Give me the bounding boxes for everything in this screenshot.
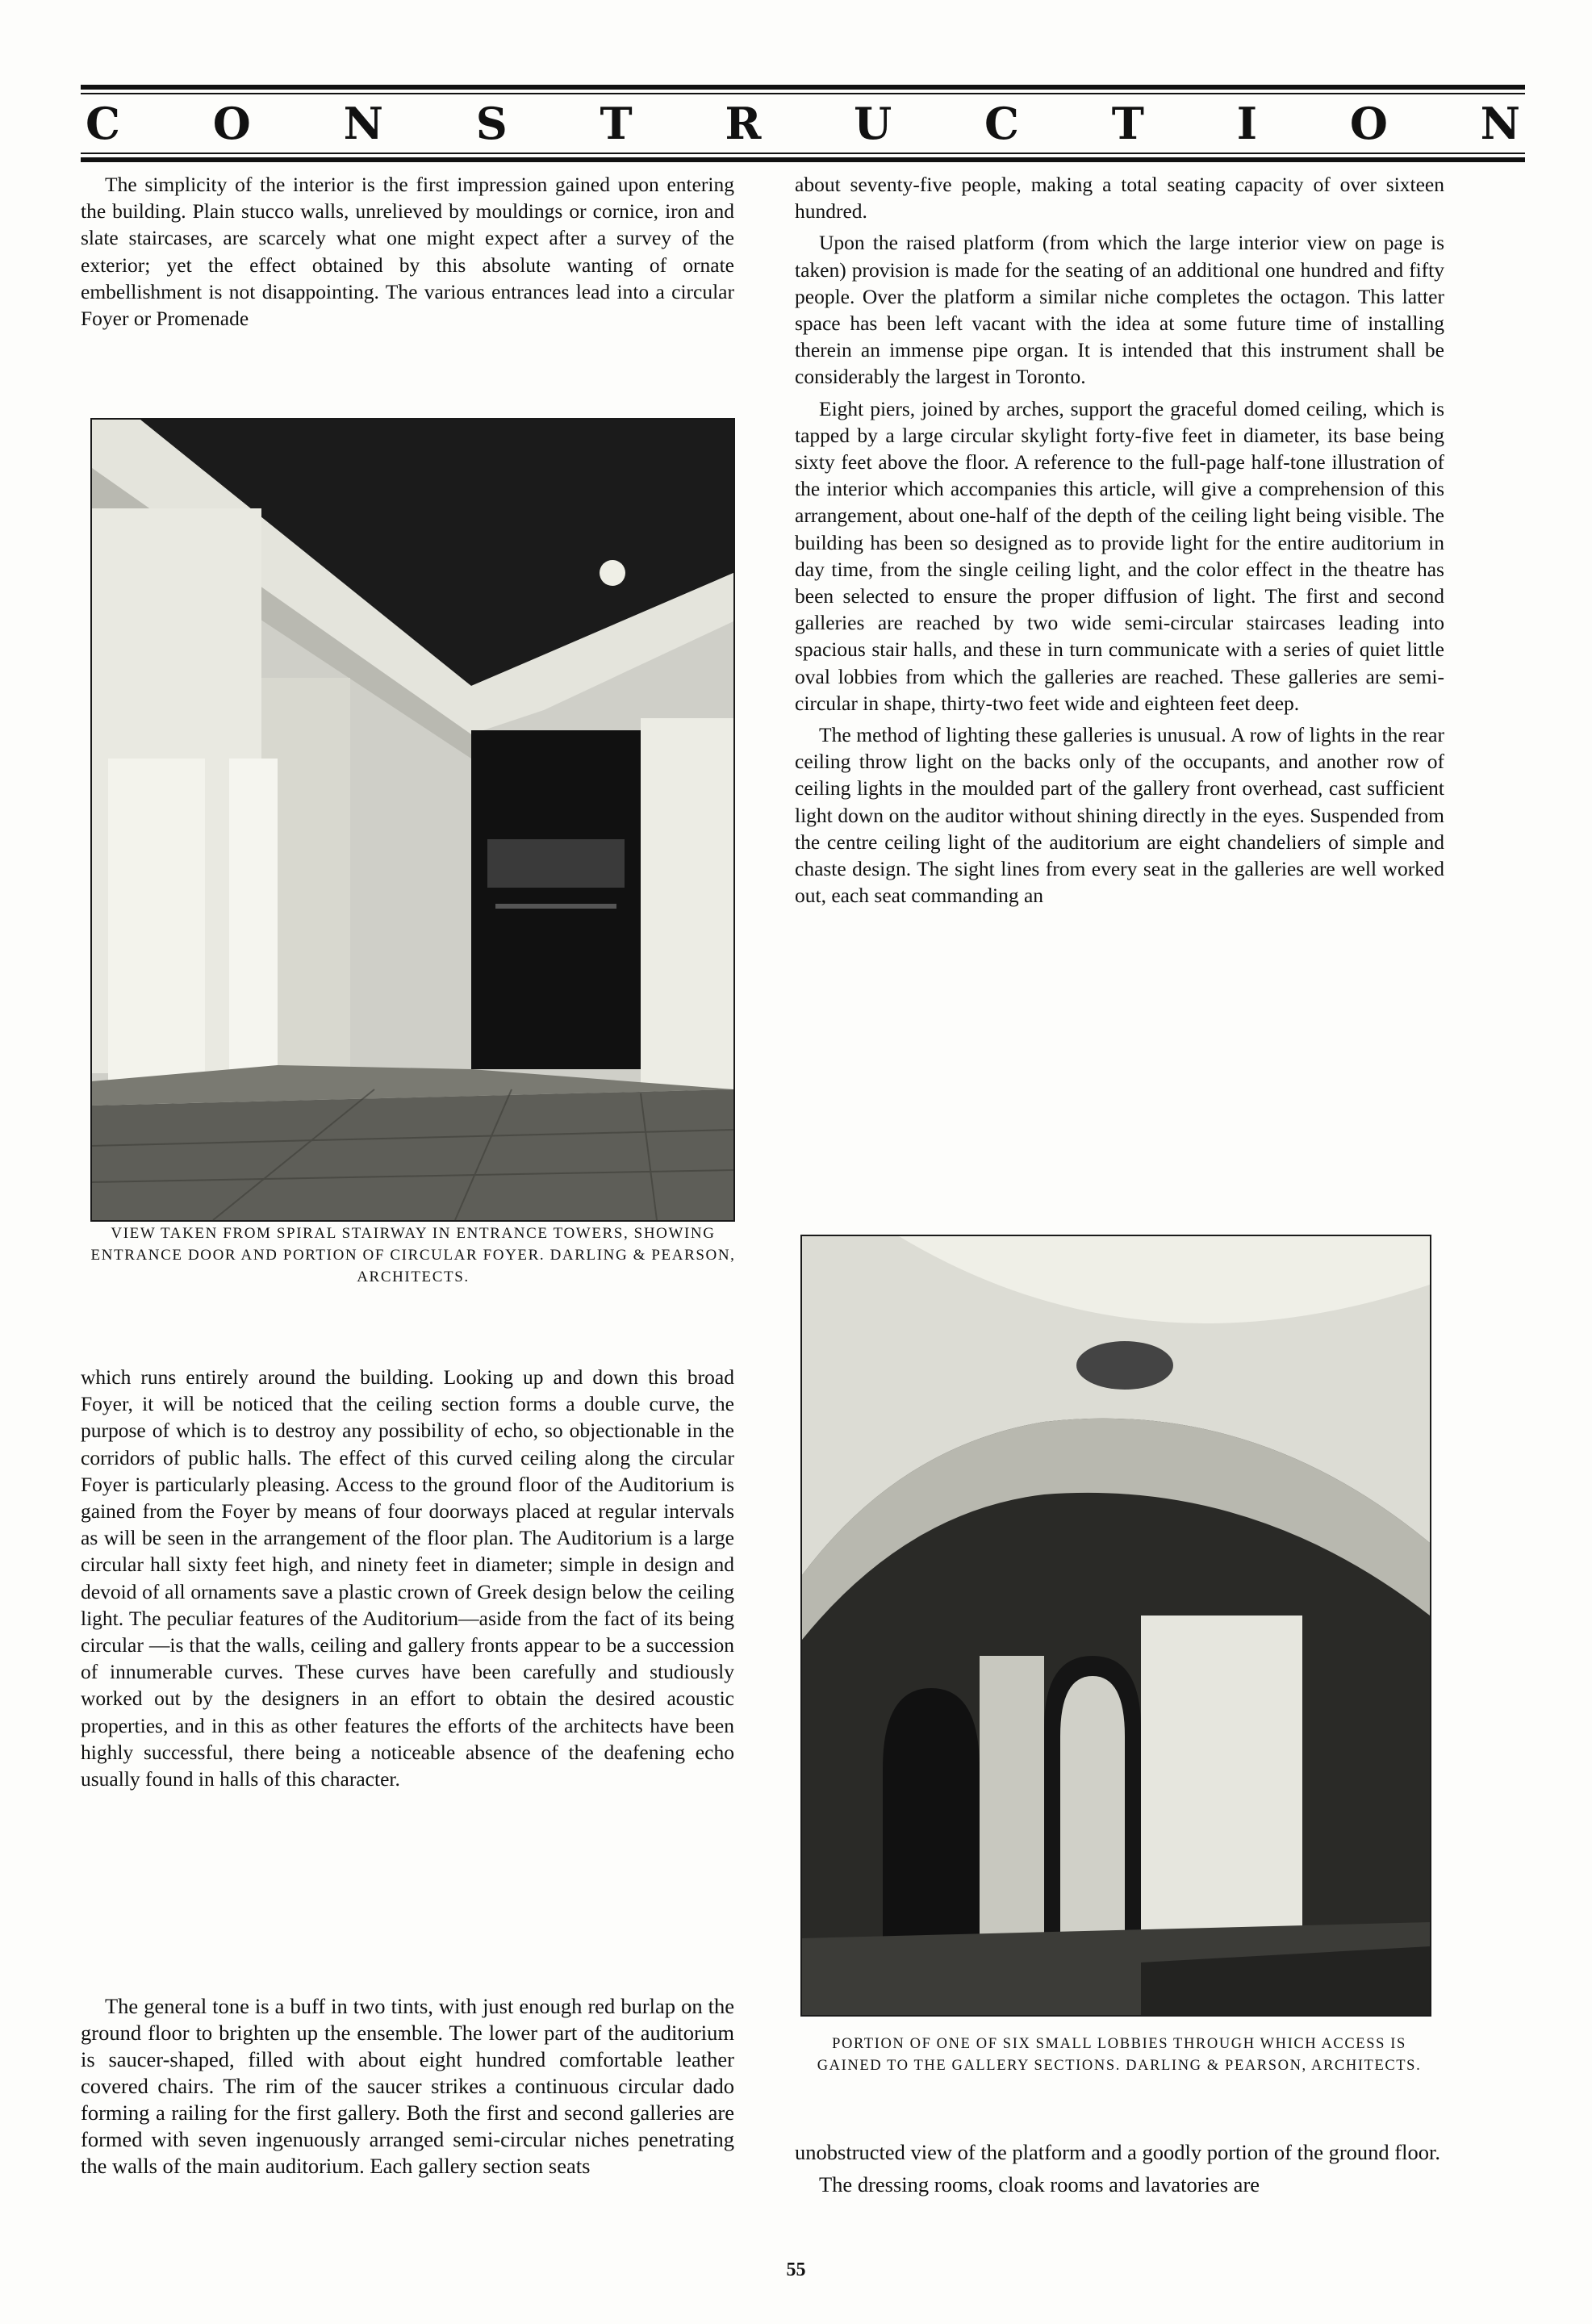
body-paragraph: unobstructed view of the platform and a goodly portion of the ground floor. <box>795 2140 1440 2164</box>
masthead-title <box>81 94 1525 153</box>
left-column-middle <box>81 1364 734 1792</box>
foyer-photo-illustration <box>92 420 733 1220</box>
masthead-rule-top <box>81 85 1525 90</box>
body-paragraph: The dressing rooms, cloak rooms and lavatories are <box>819 2172 1260 2197</box>
masthead-rule-bottom <box>81 157 1525 162</box>
masthead <box>81 85 1525 162</box>
masthead-letter: N <box>343 98 383 149</box>
masthead-letter: I <box>1236 98 1258 149</box>
body-paragraph: The method of lighting these galleries is unusual. A row of lights in the rear ceiling throw light on the backs only of the occupants, and another row of ceiling lights in the moulded part of the gallery front overhead, cast sufficient light down on the auditor without shining directly in the eyes. Suspended from the centre ceiling light of the auditorium are eight chandeliers of simple and chaste design. The sight lines from every seat in the galleries are well worked out, each seat commanding an <box>795 723 1444 908</box>
body-paragraph: Eight piers, joined by arches, support the graceful domed ceiling, which is tapped by a large circular skylight forty-five feet in diameter, its base being sixty feet above the floor. A reference to the full-page half-tone illustration of the interior which accompanies this article, will give a comprehension of this arrangement, about one-half of the depth of the ceiling light being visible. The building has been so designed as to provide light for the entire auditorium in day time, from the single ceiling light, and the color effect in the theatre has been selected to ensure the proper diffusion of light. The first and second galleries are reached by two wide semi-circular staircases leading into spacious stair halls, and these in turn communicate with a series of quiet little oval lobbies from which the galleries are reached. These galleries are semi-circular in shape, thirty-two feet wide and eighteen feet deep. <box>795 396 1444 715</box>
masthead-letter: S <box>475 98 508 149</box>
masthead-letter: O <box>1349 98 1388 149</box>
masthead-letter: T <box>1111 98 1144 149</box>
masthead-letter: O <box>212 98 251 149</box>
body-paragraph: The simplicity of the interior is the first impression gained upon entering the building. Plain stucco walls, unrelieved by mouldings or cornice, iron and slate staircases, are scarcely what one might expect after a survey of the exterior; yet the effect obtained by this absolute wanting of ornate embellishment is not disappointing. The various entrances lead into a circular Foyer or Promenade <box>81 173 734 331</box>
masthead-rule-bottom-thin <box>81 153 1525 154</box>
body-paragraph: The general tone is a buff in two tints, with just enough red burlap on the ground floor to brighten up the ensemble. The lower part of the auditorium is saucer-shaped, filled with about eight hundred comfortable leather covered chairs. The rim of the saucer strikes a continuous circular dado forming a railing for the first gallery. Both the first and second galleries are formed with seven ingenuously arranged semi-circular niches penetrating the walls of the main auditorium. Each gallery section seats <box>81 1994 734 2178</box>
masthead-letter: C <box>984 98 1020 149</box>
body-paragraph: which runs entirely around the building. Looking up and down this broad Foyer, it will be noticed that the ceiling section forms a double curve, the purpose of which is to destroy any possibility of echo, so objectionable in the corridors of public halls. The effect of this curved ceiling along the circular Foyer is particularly pleasing. Access to the ground floor of the Auditorium is gained from the Foyer by means of four doorways placed at regular intervals as will be seen in the arrangement of the floor plan. The Auditorium is a large circular hall sixty feet high, and ninety feet in diameter; simple in design and devoid of all ornaments save a plastic crown of Greek design below the ceiling light. The peculiar features of the Auditorium—aside from the fact of its being circular —is that the walls, ceiling and gallery fronts appear to be a succession of innumerable curves. These curves have been carefully and studiously worked out by the designers in an effort to obtain the desired acoustic properties, and in this as other features the efforts of the architects have been highly successful, there being a noticeable absence of the deafening echo usually found in halls of this character. <box>81 1365 734 1791</box>
foyer-photo-caption: VIEW TAKEN FROM SPIRAL STAIRWAY IN ENTRANCE TOWERS, SHOWING ENTRANCE DOOR AND PORTION OF CIRCULAR FOYER. DARLING & PEARSON, ARCHITECTS. <box>90 1225 736 1285</box>
foyer-photo <box>90 418 735 1222</box>
masthead-letter: R <box>725 98 762 149</box>
masthead-letter: C <box>86 98 120 149</box>
right-column-bottom <box>795 2138 1444 2198</box>
left-column-bottom <box>81 1993 734 2180</box>
right-column-top <box>795 171 1444 909</box>
masthead-letter: U <box>854 98 892 149</box>
body-paragraph: Upon the raised platform (from which the large interior view on page is taken) provision is made for the seating of an additional one hundred and fifty people. Over the platform a similar niche completes the octagon. This latter space has been left vacant with the idea at some future time of installing therein an immense pipe organ. It is intended that this instrument shall be considerably the largest in Toronto. <box>795 231 1444 389</box>
lobby-photo-caption: PORTION OF ONE OF SIX SMALL LOBBIES THROUGH WHICH ACCESS IS GAINED TO THE GALLERY SECTIONS. DARLING & PEARSON, ARCHITECTS. <box>817 2036 1422 2074</box>
masthead-letter: N <box>1480 98 1520 149</box>
lobby-photo <box>800 1235 1431 2017</box>
lobby-photo-illustration <box>802 1236 1430 2015</box>
masthead-letter: T <box>600 98 633 149</box>
body-paragraph: about seventy-five people, making a total seating capacity of over sixteen hundred. <box>795 173 1444 224</box>
page-number: 55 <box>786 2259 806 2280</box>
left-column-top <box>81 171 734 332</box>
